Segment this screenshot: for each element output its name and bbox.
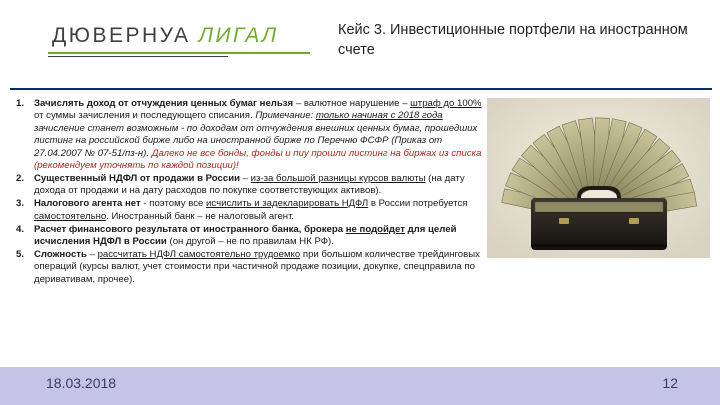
item-underlined-text: самостоятельно (34, 210, 107, 222)
item-number: 3. (16, 198, 25, 210)
logo-underline (48, 52, 310, 54)
item-text: при большом количестве трейдинговых операций (курсы валют, учет стоимости при частичной продаже позиции, докупке, спецправила по деривативам, прочее). (34, 248, 480, 285)
list-item (10, 98, 482, 172)
item-underlined-heading: не подойдет (345, 223, 405, 235)
item-text: – валютное нарушение – (293, 98, 411, 109)
item-underlined-text: из-за большой разницы курсов валюты (250, 172, 426, 184)
money-briefcase-illustration (487, 98, 710, 258)
slide-body (10, 98, 482, 287)
header-divider (10, 88, 712, 90)
footer-date: 18.03.2018 (46, 375, 117, 391)
list-item (10, 173, 482, 198)
item-heading: Расчет финансового результата от иностранного банка, брокера (34, 223, 346, 235)
item-underlined-text: исчислить и задекларировать НДФЛ (206, 198, 369, 210)
list-item (10, 198, 482, 223)
item-text: . Иностранный банк – не налоговый агент. (106, 210, 295, 222)
item-text: - поэтому все (140, 198, 207, 210)
note-label: Примечание: (255, 110, 316, 122)
item-underlined-text: рассчитать НДФЛ самостоятельно трудоемко (97, 248, 301, 260)
item-heading: Налогового агента нет (34, 198, 141, 210)
item-text: – (240, 172, 251, 184)
page-number: 12 (662, 375, 678, 391)
item-text: в России потребуется (368, 198, 468, 210)
list-item (10, 224, 482, 249)
logo-underline-grey (48, 56, 228, 57)
item-number: 1. (16, 98, 25, 109)
note-text: зачисление станет возможным - по доходам от отчуждения внешних ценных бумаг, прошедших листинг на российской бирже либо на иностранной бирже по Перечню ФСФР (Приказ от 27.04.2007 № 07-51/пз-н). (34, 122, 478, 159)
list-item (10, 249, 482, 286)
item-text: (на дату дохода от продажи и на дату расходов по покупке соответствующих активов). (34, 172, 465, 197)
note-underlined-text: только начиная с 2018 года (315, 110, 443, 122)
item-heading-continued: для целей исчисления НДФЛ в России (34, 223, 457, 247)
money-briefcase-photo (487, 98, 710, 258)
slide-header (0, 0, 720, 88)
item-number: 5. (16, 248, 25, 260)
item-number: 2. (16, 172, 25, 184)
issues-list (10, 98, 482, 286)
item-heading: Зачислять доход от отчуждения ценных бумаг нельзя (34, 98, 294, 109)
logo-text-primary: ДЮВЕРНУА (52, 24, 191, 47)
item-heading: Существенный НДФЛ от продажи в России (34, 172, 240, 184)
item-text: (он другой – не по правилам НК РФ). (166, 235, 334, 247)
logo-text-secondary: ЛИГАЛ (198, 24, 279, 47)
item-text: от суммы зачисления и последующего списания. (34, 110, 253, 122)
item-number: 4. (16, 223, 25, 235)
item-heading: Сложность (34, 248, 87, 260)
slide-title: Кейс 3. Инвестиционные портфели на иностранном счете (338, 22, 688, 58)
slide-footer (0, 367, 720, 405)
item-text: – (86, 248, 98, 260)
company-logo (52, 16, 279, 56)
note-warning: Далеко не все бонды, фонды и пиу прошли листинг на биржах из списка (рекомендуем уточнять по каждой позиции)! (34, 147, 482, 172)
item-underlined-text: штраф до 100% (410, 98, 482, 109)
